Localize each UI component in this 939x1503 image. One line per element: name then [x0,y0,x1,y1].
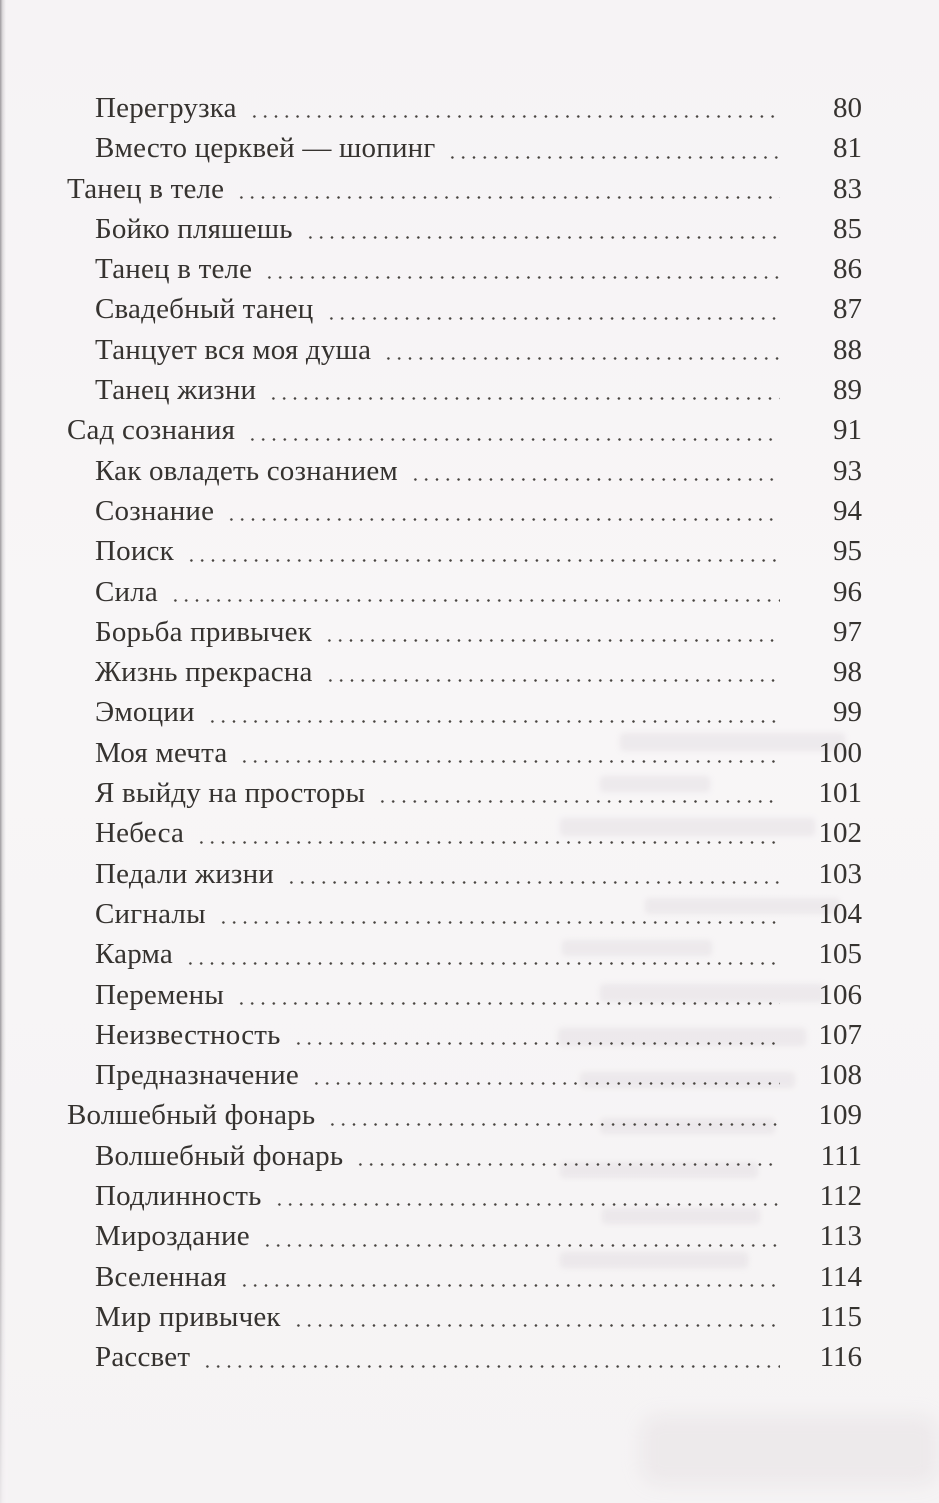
toc-entry-title: Поиск [95,535,174,568]
toc-entry-title: Волшебный фонарь [67,1099,316,1132]
toc-entry [0,410,862,450]
dot-leader [260,1216,780,1256]
toc-entry-page: 81 [833,132,862,165]
toc-entry-page: 83 [833,172,862,205]
toc-entry-title: Танец в теле [95,253,253,286]
dot-leader [445,128,780,168]
toc-entry [0,813,862,853]
toc-entry [0,169,862,209]
toc-entry-title: Педали жизни [95,857,275,890]
dot-leader [375,773,780,813]
toc-entry-page: 115 [819,1300,862,1333]
dot-leader [324,289,781,329]
toc-entry-page: 107 [818,1018,862,1051]
toc-entry-title: Волшебный фонарь [95,1139,344,1172]
toc-entry-title: Вместо церквей — шопинг [95,132,436,165]
toc-entry [0,854,862,894]
dot-leader [325,1095,780,1135]
toc-entry [0,975,862,1015]
toc-entry-title: Я выйду на просторы [95,777,366,810]
dot-leader [381,330,780,370]
dot-leader [184,531,780,571]
toc-entry [0,1055,862,1095]
toc-entry-page: 80 [833,92,862,124]
toc-entry-page: 112 [819,1180,862,1213]
toc-entry [0,1095,862,1135]
toc-entry-title: Перемены [95,978,225,1011]
toc-entry [0,289,862,329]
toc-entry-page: 116 [819,1341,862,1374]
toc-entry [0,934,862,974]
dot-leader [216,894,780,934]
toc-entry-page: 104 [818,897,862,930]
dot-leader [323,652,780,692]
toc-entry-page: 94 [833,494,862,527]
toc-entry-title: Танцует вся моя душа [95,333,372,366]
toc-entry-title: Свадебный танец [95,293,314,326]
toc-entry [0,1176,862,1216]
toc-entry [0,572,862,612]
toc-entry-page: 93 [833,454,862,487]
toc-entry-title: Сознание [95,494,215,527]
toc-entry-page: 109 [818,1099,862,1132]
toc-entry [0,773,862,813]
toc-entry [0,894,862,934]
toc-entry-title: Танец в теле [67,172,225,205]
toc-entry-page: 99 [833,696,862,729]
toc-entry-title: Жизнь прекрасна [95,656,313,689]
toc-entry-title: Моя мечта [95,736,228,769]
toc-entry-page: 113 [819,1220,862,1253]
dot-leader [205,692,780,732]
dot-leader [168,572,780,612]
toc-entry-title: Мир привычек [95,1300,281,1333]
dot-leader [234,975,780,1015]
toc-entry-page: 105 [818,938,862,971]
toc-entry-page: 86 [833,253,862,286]
toc-entry [0,652,862,692]
toc-entry [0,531,862,571]
dot-leader [194,813,780,853]
toc-entry [0,370,862,410]
toc-entry-title: Рассвет [95,1341,191,1374]
toc-entry-title: Подлинность [95,1180,262,1213]
dot-leader [309,1055,780,1095]
toc-entry-title: Бойко пляшешь [95,212,293,245]
toc-entry [0,1216,862,1256]
toc-entry-page: 95 [833,535,862,568]
toc-entry [0,451,862,491]
toc-entry [0,1015,862,1055]
dot-leader [245,410,780,450]
toc-entry-title: Перегрузка [95,92,237,124]
toc-entry-page: 88 [833,333,862,366]
dot-leader [262,249,780,289]
toc-entry-page: 114 [819,1260,862,1293]
toc-entry-title: Небеса [95,817,185,850]
toc-entry-page: 97 [833,615,862,648]
toc-entry [0,733,862,773]
toc-entry-title: Сила [95,575,159,608]
toc-entry-title: Как овладеть сознанием [95,454,398,487]
toc-entry-title: Танец жизни [95,374,257,407]
dot-leader [303,209,780,249]
toc-entry-page: 106 [818,978,862,1011]
toc-entry-title: Сад сознания [67,414,236,447]
toc-entry-page: 101 [818,777,862,810]
toc-entry-page: 87 [833,293,862,326]
toc-entry [0,209,862,249]
toc-entry-title: Карма [95,938,173,971]
toc-entry [0,1136,862,1176]
toc-entry [0,1257,862,1297]
toc-entry-title: Сигналы [95,897,206,930]
toc-entry [0,692,862,732]
toc-entry-title: Эмоции [95,696,195,729]
toc-entry [0,612,862,652]
toc-entry [0,128,862,168]
toc-entry-page: 102 [818,817,862,850]
toc-entry-page: 108 [818,1059,862,1092]
toc-entry-page: 100 [818,736,862,769]
toc-entry-title: Неизвестность [95,1018,281,1051]
dot-leader [272,1176,780,1216]
dot-leader [353,1136,780,1176]
toc-entry [0,1337,862,1377]
toc-entry [0,330,862,370]
toc-entry [0,491,862,531]
toc-entry-page: 111 [820,1139,862,1172]
toc-entry-title: Борьба привычек [95,615,313,648]
dot-leader [284,854,780,894]
dot-leader [234,169,780,209]
dot-leader [237,1257,780,1297]
dot-leader [183,934,780,974]
dot-leader [224,491,780,531]
toc-entry [0,1297,862,1337]
dot-leader [237,733,780,773]
toc-entry-page: 85 [833,212,862,245]
toc-entry [0,88,862,128]
toc-entry [0,249,862,289]
toc-entry-page: 89 [833,374,862,407]
toc-entry-title: Мироздание [95,1220,250,1253]
dot-leader [322,612,780,652]
toc-entry-title: Предназначение [95,1059,299,1092]
toc-entry-page: 103 [818,857,862,890]
toc-entry-page: 96 [833,575,862,608]
dot-leader [247,88,780,128]
dot-leader [200,1337,780,1377]
toc-entry-title: Вселенная [95,1260,227,1293]
dot-leader [266,370,780,410]
dot-leader [291,1297,780,1337]
dot-leader [291,1015,780,1055]
toc-entry-page: 98 [833,656,862,689]
dot-leader [408,451,780,491]
toc-entry-page: 91 [833,414,862,447]
